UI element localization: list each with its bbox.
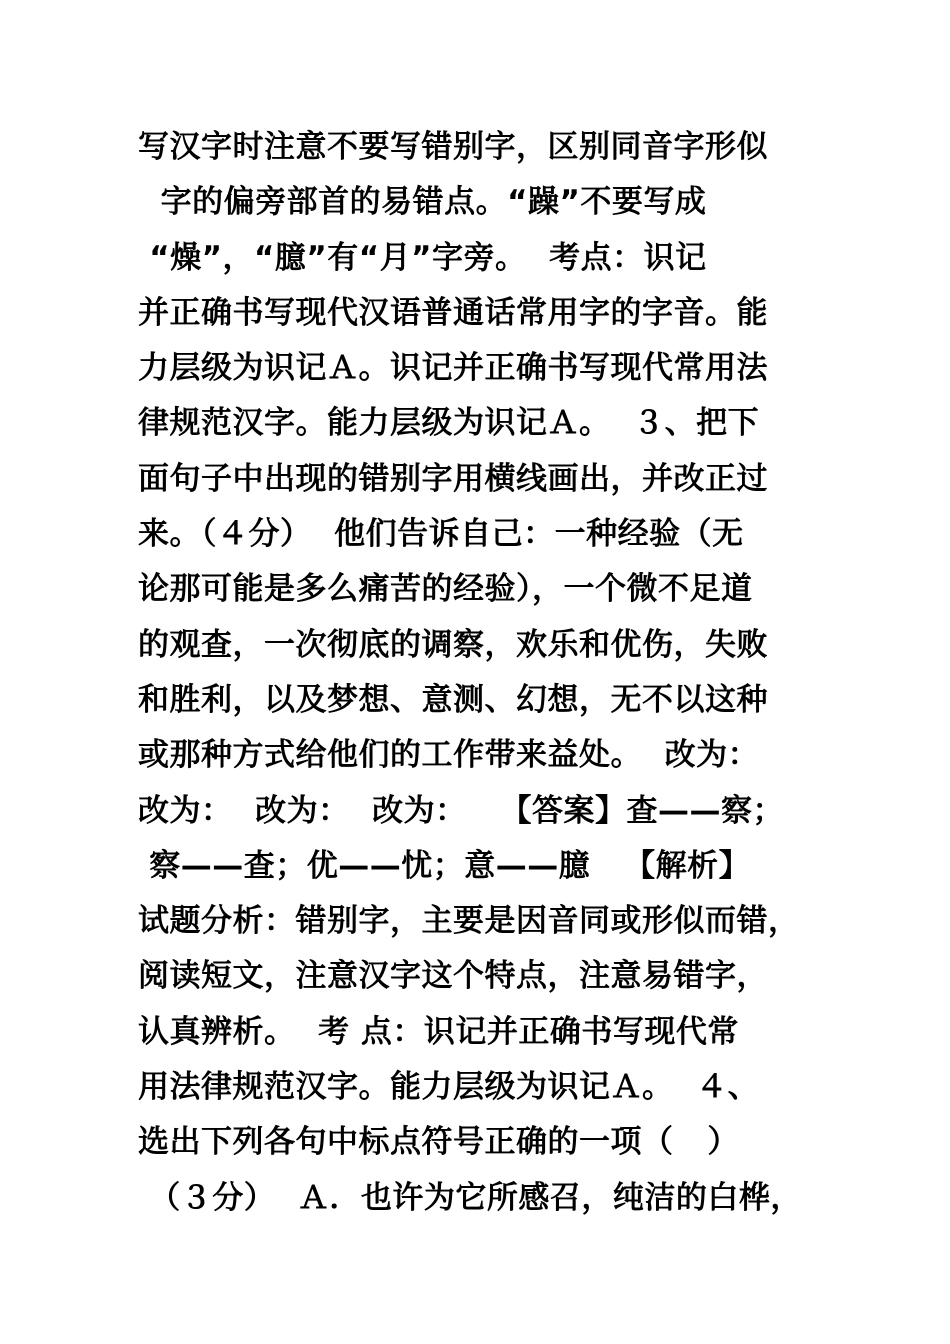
- text-line: 面句子中出现的错别字用横线画出，并改正过: [138, 460, 768, 497]
- text-line: 来。（４分） 他们告诉自己：一种经验（无: [138, 516, 744, 553]
- text-line: 论那可能是多么痛苦的经验），一个微不足道: [138, 571, 753, 608]
- text-line: 的观查，一次彻底的调察，欢乐和优伤，失败: [138, 626, 768, 663]
- text-line: “燥”，“臆”有“月”字旁。 考点：识记: [138, 239, 707, 276]
- text-line: 并正确书写现代汉语普通话常用字的字音。能: [138, 294, 768, 331]
- text-line: 试题分析：错别字，主要是因音同或形似而错，: [138, 903, 800, 940]
- text-line: 力层级为识记Ａ。识记并正确书写现代常用法: [138, 350, 768, 387]
- text-line: （３分） Ａ．也许为它所感召，纯洁的白桦，: [138, 1179, 802, 1216]
- text-line: 改为： 改为： 改为： 【答案】查——察；: [138, 792, 785, 829]
- text-line: 阅读短文，注意汉字这个特点，注意易错字，: [138, 958, 768, 995]
- text-line: 用法律规范汉字。能力层级为识记Ａ。 ４、: [138, 1069, 760, 1106]
- text-line: 察——查；优——忧；意——臆 【解析】: [138, 847, 751, 884]
- text-line: 律规范汉字。能力层级为识记Ａ。 ３、把下: [138, 405, 760, 442]
- text-line: 和胜利，以及梦想、意测、幻想，无不以这种: [138, 681, 768, 718]
- text-line: 写汉字时注意不要写错别字，区别同音字形似: [138, 129, 768, 165]
- document-body: [138, 120, 838, 1226]
- text-line: 选出下列各句中标点符号正确的一项（ ）: [138, 1124, 739, 1161]
- text-line: 认真辨析。 考 点：识记并正确书写现代常: [138, 1013, 739, 1050]
- text-line: 字的偏旁部首的易错点。“躁”不要写成: [138, 184, 707, 221]
- text-line: 或那种方式给他们的工作带来益处。 改为：: [138, 737, 760, 774]
